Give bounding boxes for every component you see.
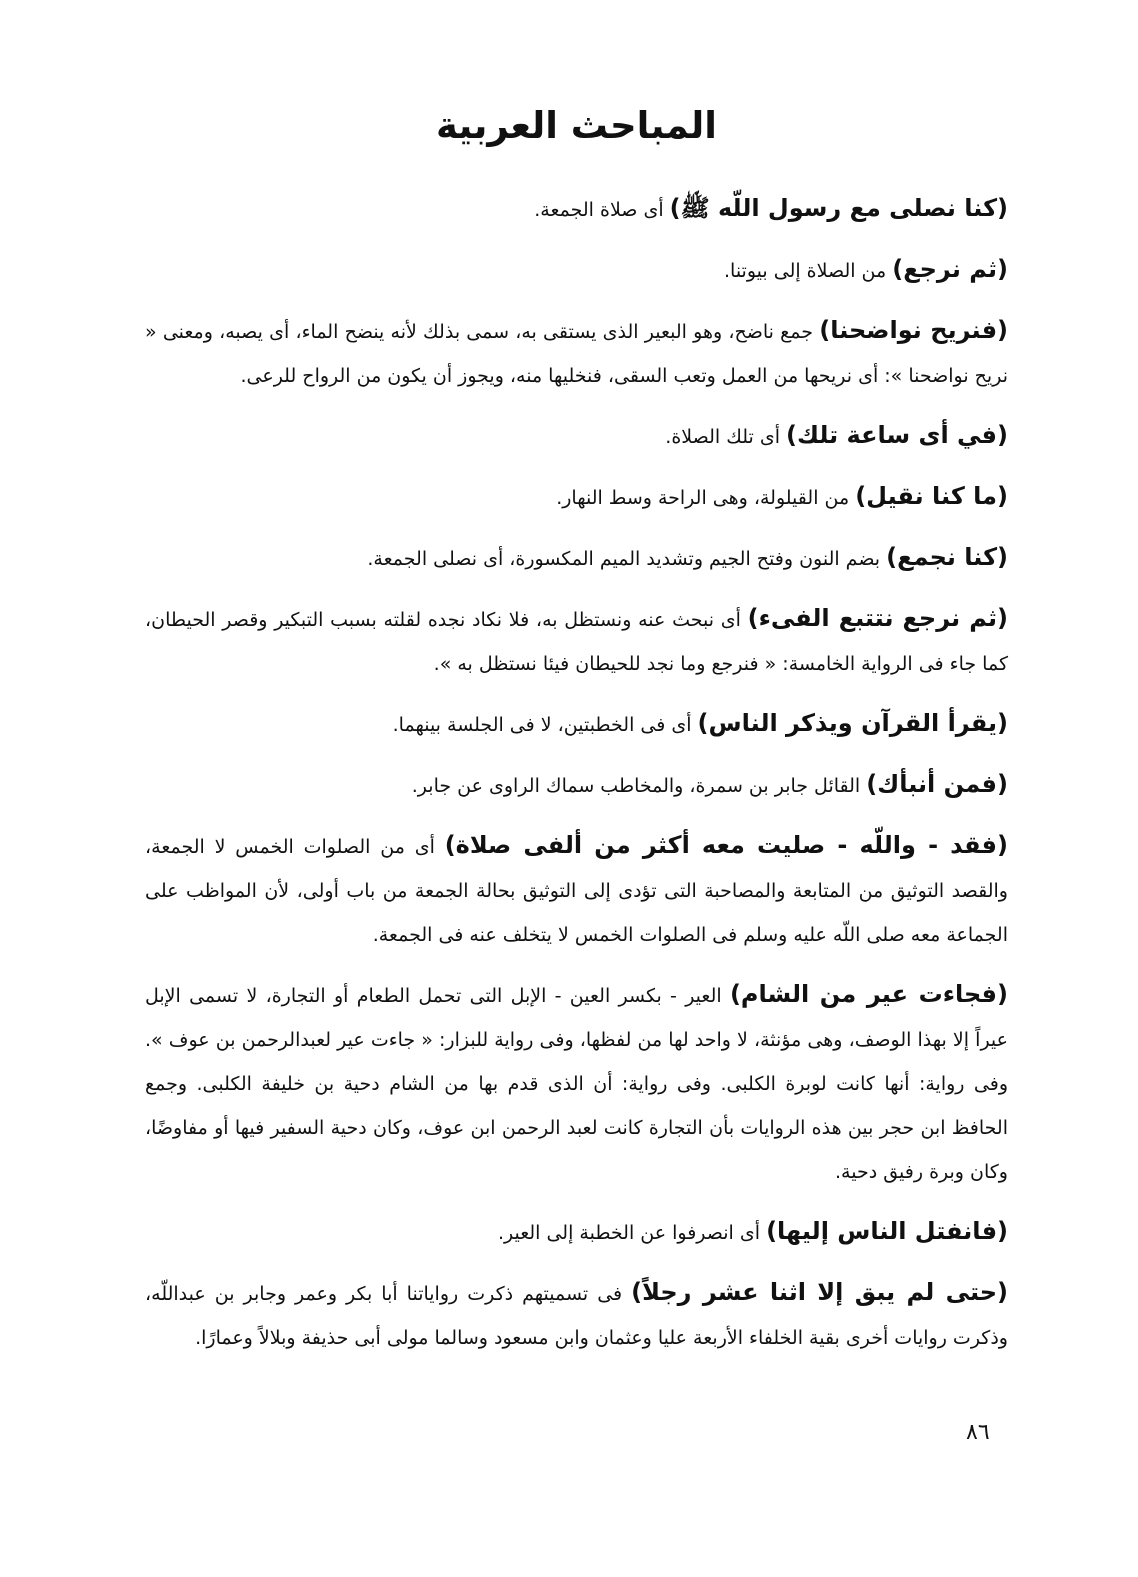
paragraph-lead: (فمن أنبأك) xyxy=(866,770,1008,798)
paragraph-text: أى من الصلوات الخمس لا الجمعة، والقصد التوثيق من المتابعة والمصاحبة التى تؤدى إلى التوثيق بحالة الجمعة من باب أولى، لأن المواظب على الجماعة معه صلى اللّه عليه وسلم فى الصلوات الخمس لا يتخلف عنه فى الجمعة. xyxy=(145,836,1008,946)
paragraph-lead: (ثم نرجع) xyxy=(892,255,1008,283)
paragraph xyxy=(145,972,1008,1194)
paragraph-text: فى تسميتهم ذكرت رواياتنا أبا بكر وعمر وجابر بن عبداللّه، وذكرت روايات أخرى بقية الخلفاء الأربعة عليا وعثمان وابن مسعود وسالما مولى أبى حذيفة وبلالاً وعمارًا. xyxy=(145,1283,1008,1349)
paragraph-text: القائل جابر بن سمرة، والمخاطب سماك الراوى عن جابر. xyxy=(411,775,867,797)
paragraph xyxy=(145,247,1008,293)
page-number: ٨٦ xyxy=(966,1420,990,1445)
paragraph-text: من القيلولة، وهى الراحة وسط النهار. xyxy=(556,487,856,509)
paragraph xyxy=(145,1270,1008,1360)
paragraph xyxy=(145,535,1008,581)
paragraph-text: أى فى الخطبتين، لا فى الجلسة بينهما. xyxy=(392,714,698,736)
paragraph xyxy=(145,186,1008,232)
paragraph xyxy=(145,823,1008,957)
paragraph-lead: (ما كنا نقيل) xyxy=(855,482,1008,510)
paragraph-lead: (فجاءت عير من الشام) xyxy=(729,980,1008,1008)
paragraph-lead: (في أى ساعة تلك) xyxy=(786,421,1008,449)
paragraph-text: بضم النون وفتح الجيم وتشديد الميم المكسورة، أى نصلى الجمعة. xyxy=(367,548,887,570)
paragraph-text: أى انصرفوا عن الخطبة إلى العير. xyxy=(497,1222,767,1244)
paragraph-lead: (ثم نرجع نتتبع الفىء) xyxy=(747,604,1009,632)
paragraph-text: أى نبحث عنه ونستظل به، فلا نكاد نجده لقلته بسبب التبكير وقصر الحيطان، كما جاء فى الرواية الخامسة: « فنرجع وما نجد للحيطان فيئا نستظل به ». xyxy=(145,609,1008,675)
paragraph-lead: (فنريح نواضحنا) xyxy=(819,316,1009,344)
page-title: المباحث العربية xyxy=(435,104,717,147)
paragraph-lead: (يقرأ القرآن ويذكر الناس) xyxy=(697,709,1008,737)
paragraph-lead: (كنا نجمع) xyxy=(886,543,1008,571)
paragraph xyxy=(145,701,1008,747)
paragraph-lead: (فقد - واللّه - صليت معه أكثر من ألفى صلاة) xyxy=(444,831,1008,859)
paragraph-text: أى صلاة الجمعة. xyxy=(534,199,670,221)
paragraph-text: جمع ناضح، وهو البعير الذى يستقى به، سمى بذلك لأنه ينضح الماء، أى يصبه، ومعنى « نريح نواضحنا »: أى نريحها من العمل وتعب السقى، فنخليها منه، ويجوز أن يكون من الرواح للرعى. xyxy=(145,321,1008,387)
paragraph xyxy=(145,1209,1008,1255)
paragraph xyxy=(145,762,1008,808)
paragraph-lead: (فانفتل الناس إليها) xyxy=(766,1217,1008,1245)
paragraph xyxy=(145,413,1008,459)
paragraph xyxy=(145,474,1008,520)
paragraph-text: من الصلاة إلى بيوتنا. xyxy=(724,260,893,282)
paragraph xyxy=(145,308,1008,398)
paragraph-text: العير - بكسر العين - الإبل التى تحمل الطعام أو التجارة، لا تسمى الإبل عيراً إلا بهذا الوصف، وهى مؤنثة، لا واحد لها من لفظها، وفى رواية للبزار: « جاءت عير لعبدالرحمن بن عوف ». وفى رواية: أنها كانت لوبرة الكلبى. وفى رواية: أن الذى قدم بها من الشام دحية بن خليفة الكلبى. وجمع الحافظ ابن حجر بين هذه الروايات بأن التجارة كانت لعبد الرحمن ابن عوف، وكان دحية السفير فيها أو مفاوضًا، وكان وبرة رفيق دحية. xyxy=(145,985,1008,1183)
paragraph-lead: (كنا نصلى مع رسول اللّه ﷺ) xyxy=(669,194,1008,222)
paragraph-text: أى تلك الصلاة. xyxy=(665,426,787,448)
paragraph xyxy=(145,596,1008,686)
paragraph-lead: (حتى لم يبق إلا اثنا عشر رجلاً) xyxy=(631,1278,1008,1306)
